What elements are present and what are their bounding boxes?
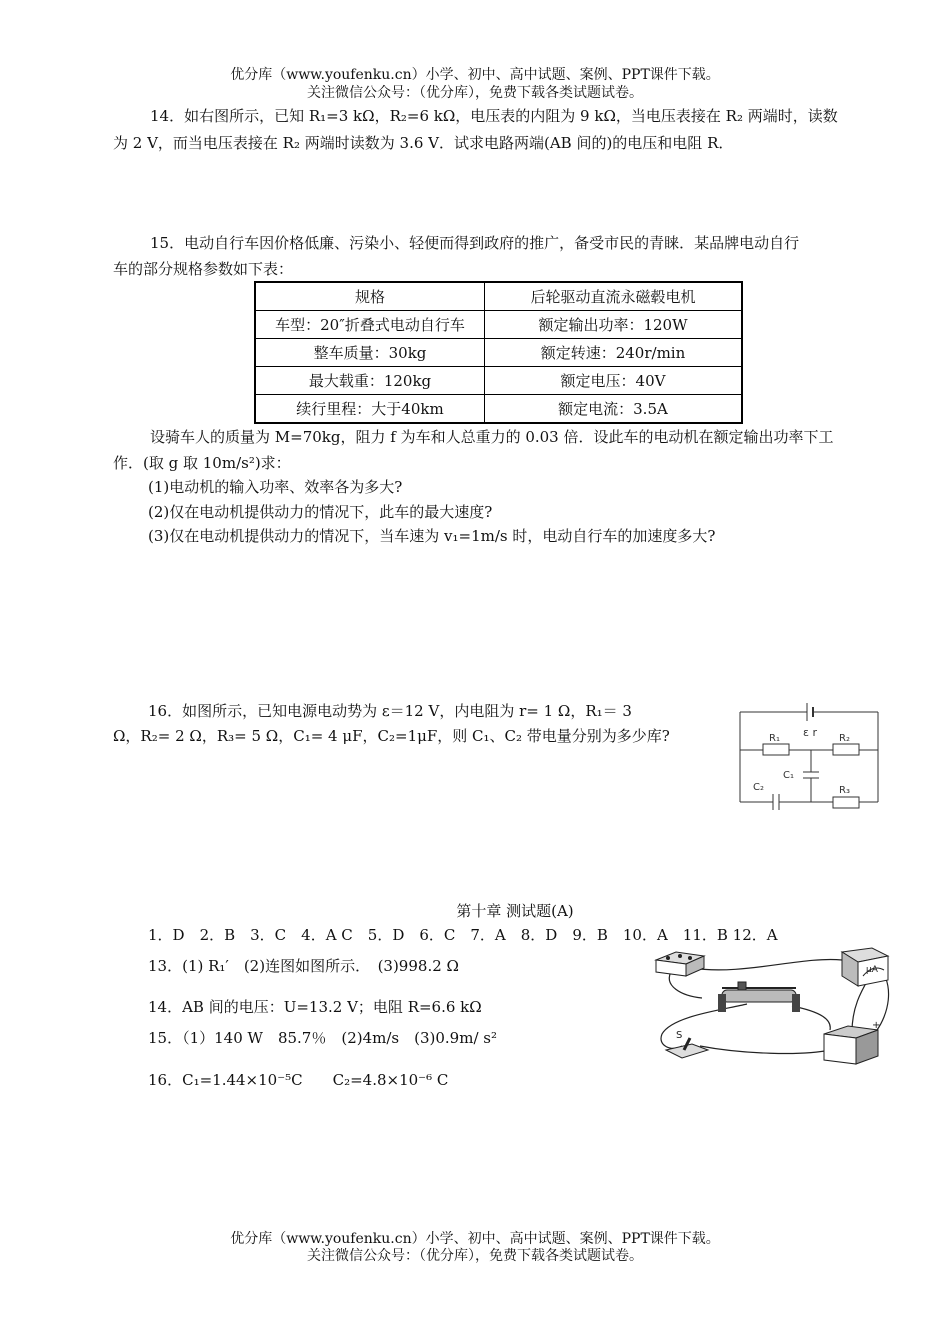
switch	[666, 1030, 708, 1058]
resistance-box	[656, 952, 704, 976]
spec-table	[254, 281, 743, 424]
table-cell: 续行里程：大于40km	[255, 395, 485, 424]
q15-line-1: 15．电动自行车因价格低廉、污染小、轻便而得到政府的推广，备受市民的青睐．某品牌电动自行	[150, 234, 800, 252]
c2-label: C₂	[753, 782, 764, 793]
apparatus-illustration	[652, 946, 892, 1070]
q14-line-1: 14．如右图所示，已知 R₁=3 kΩ，R₂=6 kΩ，电压表的内阻为 9 kΩ，当电压表接在 R₂ 两端时，读数	[150, 107, 838, 125]
q15-line-2: 车的部分规格参数如下表：	[113, 260, 294, 278]
header-line-2: 关注微信公众号：（优分库），免费下载各类试题试卷。	[307, 85, 643, 101]
r3-label: R₃	[839, 785, 850, 796]
answer-14: 14．AB 间的电压：U=13.2 V；电阻 R=6.6 kΩ	[148, 998, 482, 1016]
capacitor-c2	[773, 794, 779, 810]
table-row	[255, 311, 742, 339]
table-cell: 额定输出功率：120W	[485, 311, 743, 339]
table-cell: 整车质量：30kg	[255, 339, 485, 367]
q16-line-2: Ω，R₂= 2 Ω，R₃= 5 Ω，C₁= 4 μF，C₂=1μF，则 C₁、C₂ 带电量分别为多少库?	[113, 727, 670, 745]
table-cell: 额定电压：40V	[485, 367, 743, 395]
table-cell: 后轮驱动直流永磁毂电机	[485, 282, 743, 311]
q15-sub-3: (3)仅在电动机提供动力的情况下，当车速为 v₁=1m/s 时，电动自行车的加速度多大?	[148, 527, 716, 545]
answer-16: 16．C₁=1.44×10⁻⁵C C₂=4.8×10⁻⁶ C	[148, 1071, 449, 1089]
battery-plus-label: +	[872, 1020, 881, 1031]
table-cell: 额定转速：240r/min	[485, 339, 743, 367]
answer-13: 13．(1) R₁′ (2)连图如图所示． (3)998.2 Ω	[148, 957, 459, 975]
resistor-r3	[833, 797, 859, 808]
c1-label: C₁	[783, 770, 794, 781]
table-cell: 最大载重：120kg	[255, 367, 485, 395]
table-cell: 规格	[255, 282, 485, 311]
answers-mc: 1．D 2．B 3．C 4．A C 5．D 6．C 7．A 8．D 9．B 10．A 11．B 12．A	[148, 926, 778, 944]
battery-symbol	[807, 703, 813, 721]
q15-sub-1: (1)电动机的输入功率、效率各为多大?	[148, 478, 403, 496]
microammeter	[842, 948, 888, 986]
q15-after-2: 作．(取 g 取 10m/s²)求：	[113, 454, 291, 472]
table-row	[255, 339, 742, 367]
emf-label: ε r	[803, 726, 817, 739]
circuit-diagram	[735, 698, 885, 810]
table-cell: 车型：20″折叠式电动自行车	[255, 311, 485, 339]
answers-title: 第十章 测试题(A)	[456, 902, 574, 920]
battery	[824, 1020, 880, 1064]
footer-line-2: 关注微信公众号：（优分库），免费下载各类试题试卷。	[307, 1248, 643, 1264]
r2-label: R₂	[839, 733, 850, 744]
q16-line-1: 16．如图所示，已知电源电动势为 ε＝12 V，内电阻为 r= 1 Ω，R₁＝ 3	[148, 702, 632, 720]
q14-line-2: 为 2 V，而当电压表接在 R₂ 两端时读数为 3.6 V．试求电路两端(AB 间的)的电压和电阻 R．	[113, 134, 734, 152]
resistor-r1	[763, 744, 789, 755]
footer-line-1: 优分库（www.youfenku.cn）小学、初中、高中试题、案例、PPT课件下载。	[230, 1231, 720, 1247]
answer-15: 15．（1）140 W 85.7％ (2)4m/s (3)0.9m/ s²	[148, 1029, 497, 1047]
r1-label: R₁	[769, 733, 780, 744]
q15-sub-2: (2)仅在电动机提供动力的情况下，此车的最大速度?	[148, 503, 493, 521]
header-line-1: 优分库（www.youfenku.cn）小学、初中、高中试题、案例、PPT课件下载。	[230, 67, 720, 83]
table-row	[255, 282, 742, 311]
table-cell: 额定电流：3.5A	[485, 395, 743, 424]
capacitor-c1	[803, 772, 819, 778]
table-row	[255, 395, 742, 424]
ammeter-label: μA	[866, 965, 878, 975]
table-row	[255, 367, 742, 395]
switch-label: S	[676, 1030, 683, 1041]
q15-after-1: 设骑车人的质量为 M=70kg，阻力 f 为车和人总重力的 0.03 倍．设此车的电动机在额定输出功率下工	[150, 428, 834, 446]
resistor-r2	[833, 744, 859, 755]
